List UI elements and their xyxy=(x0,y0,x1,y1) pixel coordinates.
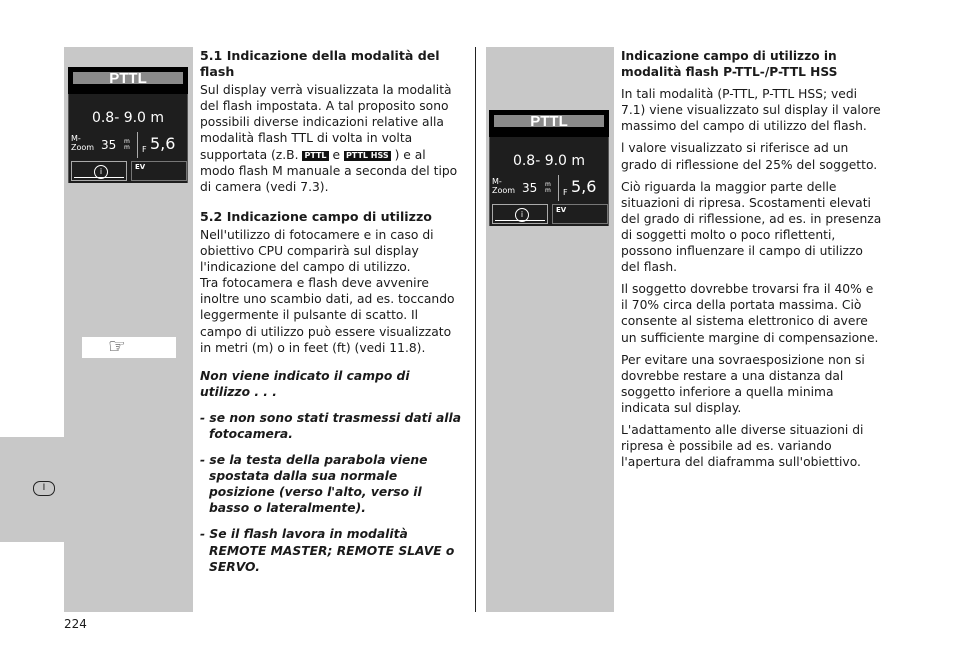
section-5-1-heading: 5.1 Indicazione della modalità del flash xyxy=(200,48,440,80)
display-range: 0.8- 9.0 m xyxy=(91,110,165,126)
aperture-readout: F 5,6 xyxy=(558,175,607,201)
display-body xyxy=(68,94,188,183)
display-mode: PTTL xyxy=(109,70,147,87)
ev-label: EV xyxy=(556,206,567,214)
right-paragraph: l valore visualizzato si riferisce ad un grado di riflessione del 25% del soggetto. xyxy=(621,141,878,172)
note-title: Non viene indicato il campo di utilizzo . . . xyxy=(200,368,410,399)
middle-column xyxy=(200,48,462,581)
zoom-readout: M- Zoom 35 m m xyxy=(492,177,551,195)
section-5-2-heading: 5.2 Indicazione campo di utilizzo xyxy=(200,208,432,224)
right-paragraph: In tali modalità (P-TTL, P-TTL HSS; vedi 7.1) viene visualizzato sul display il valore massimo del campo di utilizzo del flash. xyxy=(621,87,881,134)
flash-display-right xyxy=(489,110,609,226)
aperture-value: 5,6 xyxy=(150,134,176,153)
page-number: 224 xyxy=(64,617,87,631)
language-marker: I xyxy=(33,481,55,496)
note-item: - se la testa della parabola viene spostata dalla sua normale posizione (verso l'alto, verso il basso o lateralmente). xyxy=(200,453,428,516)
pttl-hss-badge: PTTL HSS xyxy=(345,150,389,160)
display-mode: PTTL xyxy=(530,113,568,130)
right-column xyxy=(621,48,883,476)
flash-display-left xyxy=(68,67,188,183)
zoom-readout: M- Zoom 35 m m xyxy=(71,134,130,152)
display-mode-header xyxy=(489,110,609,137)
ev-label: EV xyxy=(135,163,146,171)
note-item: - se non sono stati trasmessi dati alla fotocamera. xyxy=(200,410,462,441)
right-paragraph: Il soggetto dovrebbe trovarsi fra il 40% e il 70% circa della portata massima. Ciò consente al sistema elettronico di avere un sufficiente margine di compensazione. xyxy=(621,282,879,345)
ev-cell xyxy=(131,161,187,181)
pointing-hand-icon: ☞ xyxy=(108,334,126,358)
section-5-2-para-1: Nell'utilizzo di fotocamere e in caso di obiettivo CPU comparirà sul display l'indicazione del campo di utilizzo. xyxy=(200,227,434,275)
right-heading: Indicazione campo di utilizzo in modalità flash P-TTL-/P-TTL HSS xyxy=(621,49,838,80)
info-icon: i xyxy=(94,165,108,179)
display-body xyxy=(489,137,609,226)
section-5-2-para-2: Tra fotocamera e flash deve avvenire inoltre uno scambio dati, ad es. toccando leggermente il pulsante di scatto. Il campo di utilizzo può essere visualizzato in metri (m) o in feet (ft) (vedi 11.8). xyxy=(200,276,455,355)
right-paragraph: Per evitare una sovraesposizione non si dovrebbe restare a una distanza dal soggetto inferiore a quella minima indicata sul display. xyxy=(621,352,865,415)
display-range: 0.8- 9.0 m xyxy=(512,153,586,169)
ev-cell xyxy=(552,204,608,224)
pttl-badge: PTTL xyxy=(304,150,327,160)
aperture-readout: F 5,6 xyxy=(137,132,186,158)
section-5-1-text: Sul display verrà visualizzata la modalità del flash impostata. A tal proposito sono possibili diverse indicazioni relative alla modalità flash TTL di volta in volta supportata (z.B. PTTL e PTTL HSS ) e al modo flash M manuale a seconda del tipo di camera (vedi 7.3). xyxy=(200,83,458,194)
right-paragraph: L'adattamento alle diverse situazioni di ripresa è possibile ad es. variando l'apertura del diaframma sull'obiettivo. xyxy=(621,422,864,470)
column-divider xyxy=(475,47,476,612)
info-cell xyxy=(71,161,127,181)
info-icon: i xyxy=(515,208,529,222)
note-box xyxy=(82,334,176,358)
zoom-value: 35 xyxy=(522,181,538,195)
aperture-value: 5,6 xyxy=(571,177,597,196)
note-item: - Se il flash lavora in modalità REMOTE MASTER; REMOTE SLAVE o SERVO. xyxy=(200,527,455,574)
info-cell xyxy=(492,204,548,224)
display-mode-header xyxy=(68,67,188,94)
right-paragraph: Ciò riguarda la maggior parte delle situazioni di ripresa. Scostamenti elevati del grado di riflessione, ad es. in presenza di soggetti molto o poco riflettenti, possono influenzare il campo di utilizzo del flash. xyxy=(621,179,882,275)
zoom-value: 35 xyxy=(101,138,117,152)
